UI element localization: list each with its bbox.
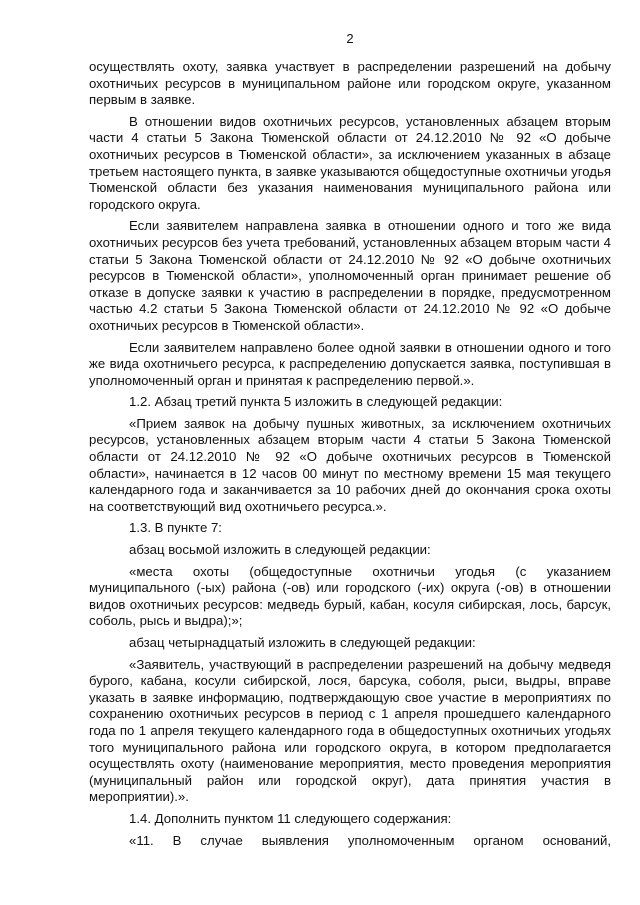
paragraph-item-1-2: 1.2. Абзац третий пункта 5 изложить в следующей редакции: [129,394,503,410]
paragraph-item-11: «11. В случае выявления уполномоченным органом оснований, [129,832,611,848]
paragraph-applicant-info: «Заявитель, участвующий в распределении разрешений на добычу медведя бурого, кабана, косули сибирской, лося, барсука, соболя, рыси, выдры, вправе указать в заявке информацию, подтверждающую свое участие в мероприятиях по сохранению охотничьих ресурсов в период с 1 апреля прошедшего календарного года по 1 апреля текущего календарного года в общедоступных охотничьих угодьях того муниципального района или городского округа, в котором предполагается осуществлять охоту (наименование мероприятия, место проведения мероприятия (муниципальный район или городской округ), дата принятия участия в мероприятии).». [89,656,611,805]
paragraph-item-1-3: 1.3. В пункте 7: [129,520,222,536]
paragraph-hunting-grounds: В отношении видов охотничьих ресурсов, установленных абзацем вторым части 4 статьи 5 Закона Тюменской области от 24.12.2010 № 92 «О добыче охотничьих ресурсов в Тюменской области», за исключением указанных в абзаце третьем настоящего пункта, в заявке указываются общедоступные охотничьи угодья Тюменской области без указания наименования муниципального района или городского округа. [89,113,611,212]
paragraph-multiple-applications: Если заявителем направлено более одной заявки в отношении одного и того же вида охотничьего ресурса, к распределению допускается заявка, поступившая в уполномоченный орган и принятая к распределению первой.». [89,339,611,388]
paragraph-eighth-abzac: абзац восьмой изложить в следующей редакции: [129,542,431,558]
paragraph-continuation: осуществлять охоту, заявка участвует в распределении разрешений на добычу охотничьих ресурсов в муниципальном районе или городском округе, указанном первым в заявке. [89,59,611,108]
paragraph-hunting-places: «места охоты (общедоступные охотничьи угодья (с указанием муниципального (-ых) района (-ов) или городского (-их) округа (-ов) в отношении видов охотничьих ресурсов: медведь бурый, кабан, косуля сибирская, лось, барсук, соболь, рысь и выдра);»; [89,563,611,629]
paragraph-fourteenth-abzac: абзац четырнадцатый изложить в следующей редакции: [129,635,476,650]
paragraph-item-1-4: 1.4. Дополнить пунктом 11 следующего содержания: [129,810,452,826]
paragraph-refusal: Если заявителем направлена заявка в отношении одного и того же вида охотничьих ресурсов без учета требований, установленных абзацем вторым части 4 статьи 5 Закона Тюменской области от 24.12.2010 № 92 «О добыче охотничьих ресурсов в Тюменской области», уполномоченный орган принимает решение об отказе в допуске заявки к участию в распределении в порядке, предусмотренном частью 4.2 статьи 5 Закона Тюменской области от 24.12.2010 № 92 «О добыче охотничьих ресурсов в Тюменской области». [89,218,611,333]
document-page [89,31,611,854]
paragraph-fur-animals: «Прием заявок на добычу пушных животных, за исключением охотничьих ресурсов, установленных абзацем вторым части 4 статьи 5 Закона Тюменской области от 24.12.2010 № 92 «О добыче охотничьих ресурсов в Тюменской области», начинается в 12 часов 00 минут по местному времени 15 мая текущего календарного года и заканчивается за 10 рабочих дней до окончания срока охоты на соответствующий вид охотничьего ресурса.». [89,415,611,514]
page-number: 2 [346,31,354,46]
